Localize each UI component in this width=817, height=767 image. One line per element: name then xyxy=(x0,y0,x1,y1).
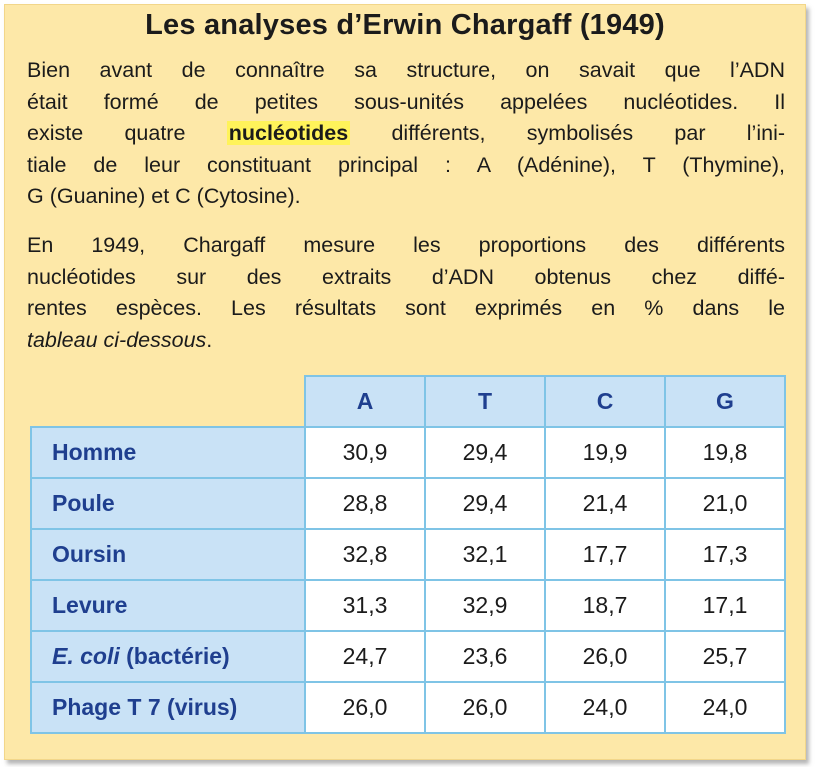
row-label-phage: Phage T 7 (virus) xyxy=(31,682,305,733)
intro-line-2: était formé de petites sous-unités appelées nucléotides. Il xyxy=(27,89,785,114)
row-label-poule: Poule xyxy=(31,478,305,529)
table-cell: 17,7 xyxy=(545,529,665,580)
table-cell: 26,0 xyxy=(545,631,665,682)
highlighted-term: nucléotides xyxy=(228,121,349,145)
method-line-4-end: . xyxy=(206,327,213,352)
table-cell: 25,7 xyxy=(665,631,785,682)
intro-line-5: G (Guanine) et C (Cytosine). xyxy=(27,184,301,208)
table-cell: 24,0 xyxy=(665,682,785,733)
table-row xyxy=(31,682,785,733)
document-panel xyxy=(4,4,806,760)
table-cell: 17,3 xyxy=(665,529,785,580)
column-header-c: C xyxy=(545,376,665,427)
table-cell: 30,9 xyxy=(305,427,425,478)
row-label-ecoli-species: E. coli xyxy=(52,643,120,669)
table-reference: tableau ci-dessous xyxy=(27,327,207,352)
intro-line-3 xyxy=(27,118,785,150)
table-cell: 26,0 xyxy=(425,682,545,733)
intro-paragraph xyxy=(27,55,785,213)
row-label-ecoli xyxy=(31,631,305,682)
table-cell: 23,6 xyxy=(425,631,545,682)
table-cell: 32,8 xyxy=(305,529,425,580)
table-cell: 19,8 xyxy=(665,427,785,478)
table-row xyxy=(31,529,785,580)
table-cell: 28,8 xyxy=(305,478,425,529)
method-line-4 xyxy=(27,325,785,357)
method-line-1: En 1949, Chargaff mesure les proportions des différents xyxy=(27,233,785,257)
method-line-2: nucléotides sur des extraits d’ADN obtenus chez diffé- xyxy=(27,264,785,289)
table-cell: 24,7 xyxy=(305,631,425,682)
intro-line-1: Bien avant de connaître sa structure, on savait que l’ADN xyxy=(27,58,785,82)
row-label-oursin: Oursin xyxy=(31,529,305,580)
column-header-g: G xyxy=(665,376,785,427)
table-cell: 17,1 xyxy=(665,580,785,631)
table-row xyxy=(31,631,785,682)
table-cell: 21,4 xyxy=(545,478,665,529)
table-row xyxy=(31,580,785,631)
results-table xyxy=(30,375,786,734)
table-row xyxy=(31,427,785,478)
method-line-3: rentes espèces. Les résultats sont exprimés en % dans le xyxy=(27,296,785,320)
intro-line-4: tiale de leur constituant principal : A (Adénine), T (Thymine), xyxy=(27,152,785,177)
intro-line-3-start: existe quatre xyxy=(27,121,227,145)
row-label-ecoli-type: (bactérie) xyxy=(119,643,230,669)
table-cell: 29,4 xyxy=(425,427,545,478)
table-cell: 32,9 xyxy=(425,580,545,631)
row-label-homme: Homme xyxy=(31,427,305,478)
table-cell: 18,7 xyxy=(545,580,665,631)
table-cell: 21,0 xyxy=(665,478,785,529)
column-header-t: T xyxy=(425,376,545,427)
table-cell: 32,1 xyxy=(425,529,545,580)
method-paragraph xyxy=(27,230,785,356)
table-cell: 19,9 xyxy=(545,427,665,478)
table-corner xyxy=(31,376,305,427)
table-row xyxy=(31,478,785,529)
column-header-a: A xyxy=(305,376,425,427)
intro-line-3-end: différents, symbolisés par l’ini- xyxy=(350,121,786,145)
table-cell: 29,4 xyxy=(425,478,545,529)
table-cell: 26,0 xyxy=(305,682,425,733)
table-cell: 31,3 xyxy=(305,580,425,631)
page-title: Les analyses d’Erwin Chargaff (1949) xyxy=(145,9,665,41)
table-header-row xyxy=(31,376,785,427)
table-cell: 24,0 xyxy=(545,682,665,733)
row-label-levure: Levure xyxy=(31,580,305,631)
